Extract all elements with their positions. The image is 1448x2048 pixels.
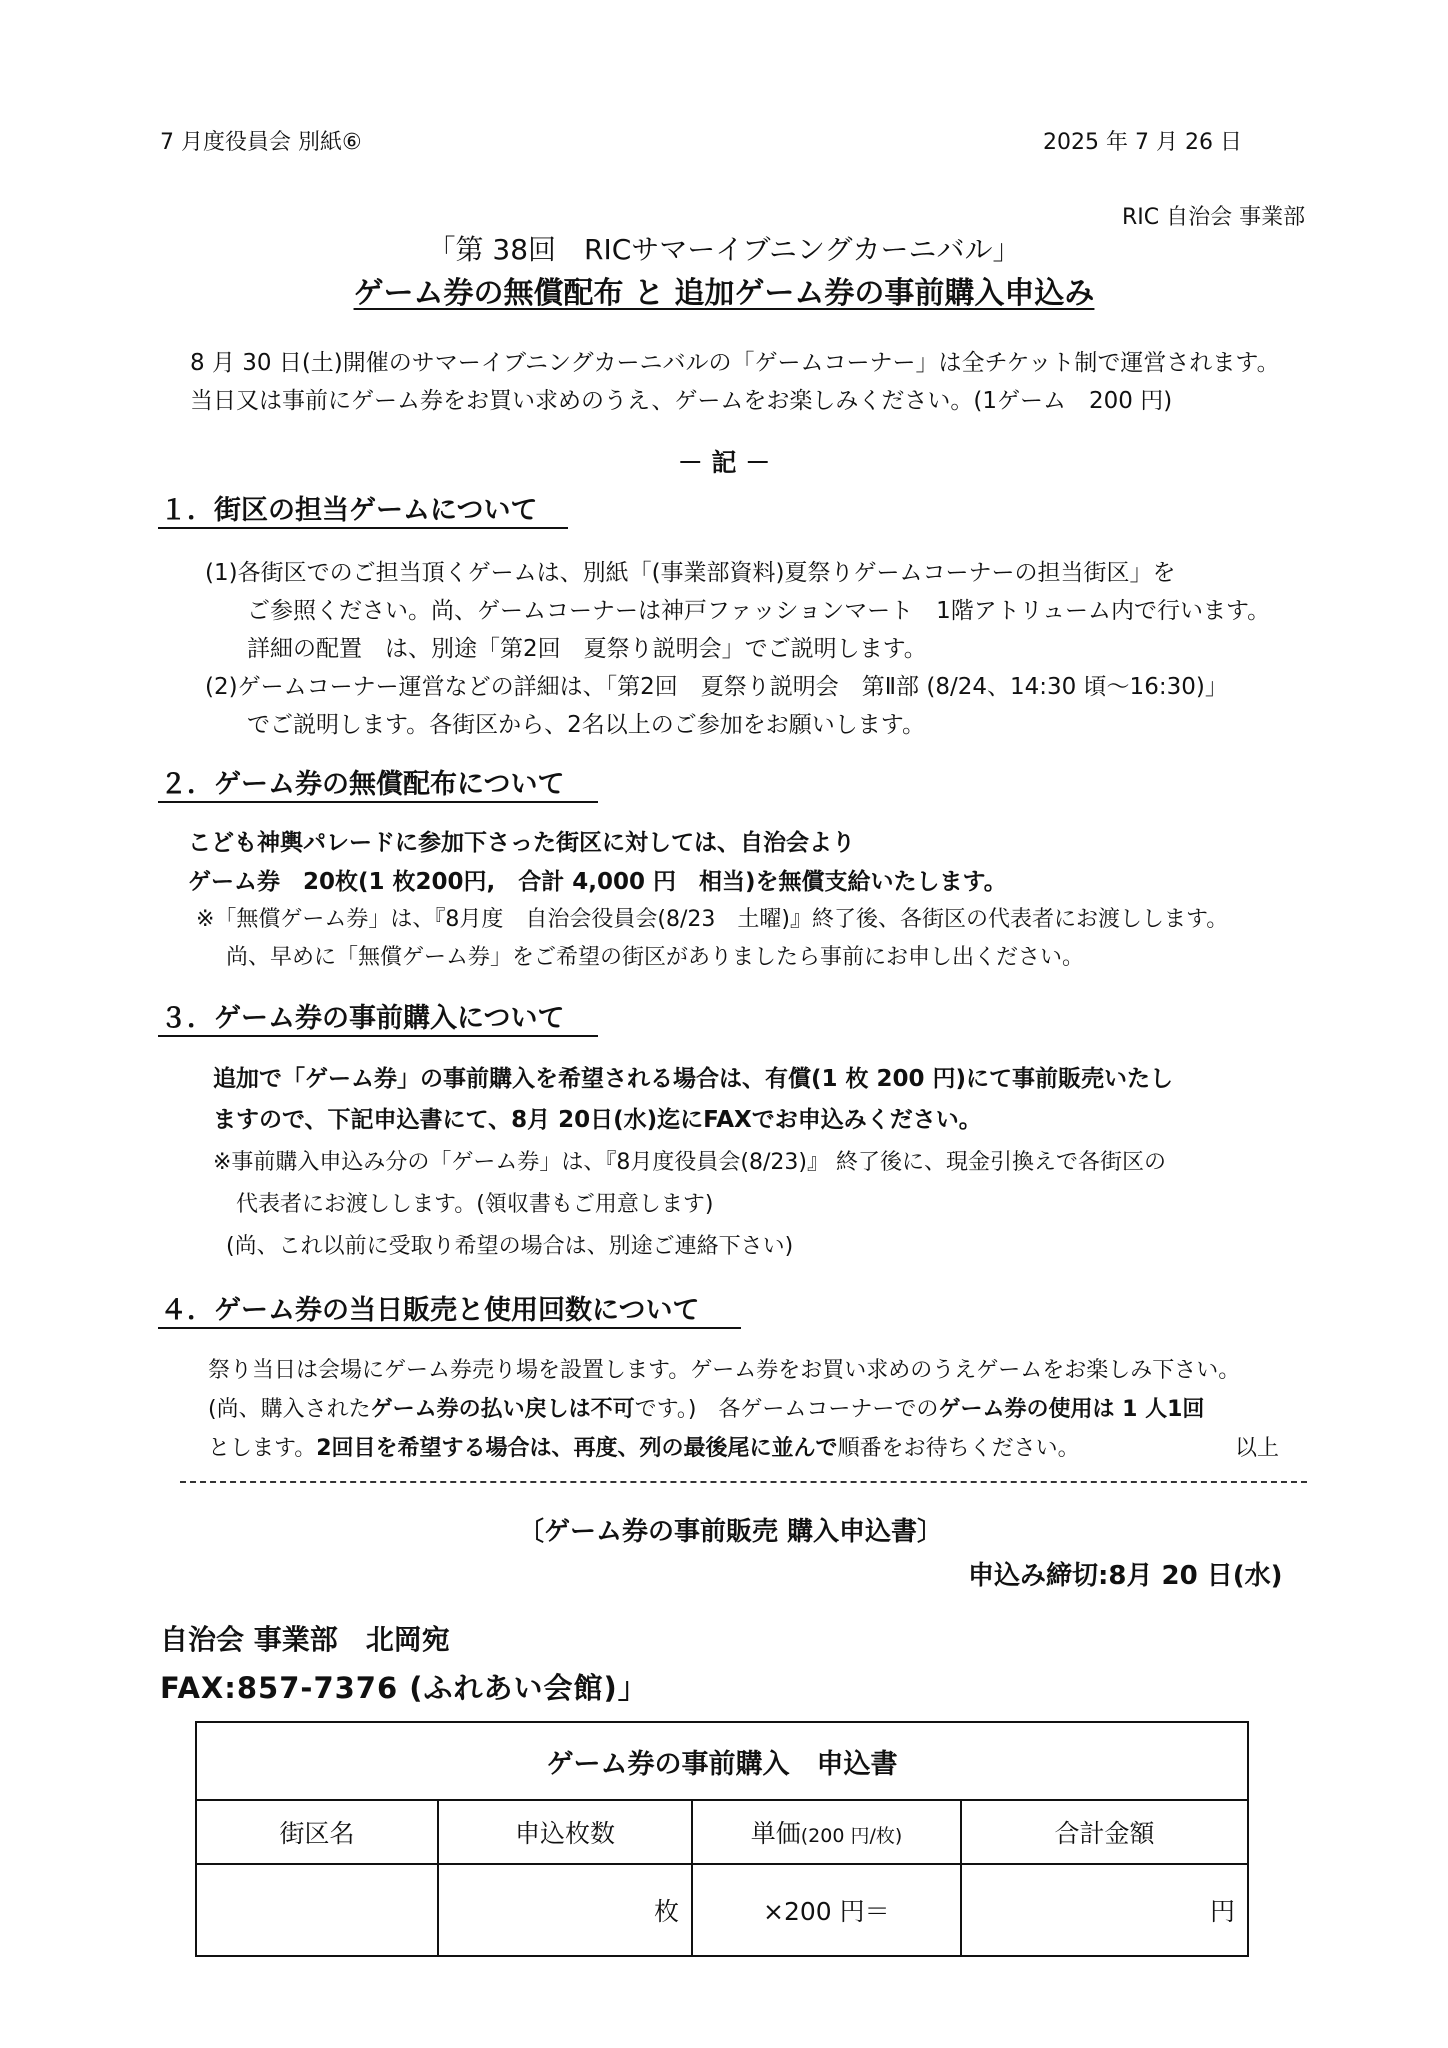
section-1-underline	[158, 527, 568, 529]
section-2-line: こども神輿パレードに参加下さった街区に対しては、自治会より	[188, 830, 855, 856]
table-title-row	[196, 1722, 1248, 1800]
table-row	[196, 1864, 1248, 1956]
section-4-underline	[158, 1327, 741, 1329]
section-4-line-2	[208, 1392, 1204, 1423]
section-4-line-3	[208, 1431, 1080, 1462]
text-segment: 順番をお待ちください。	[837, 1436, 1080, 1461]
section-3-line: 追加で「ゲーム券」の事前購入を希望される場合は、有償(1 枚 200 円)にて事前販売いたし	[213, 1066, 1174, 1092]
col-quantity-header: 申込枚数	[438, 1800, 692, 1864]
section-2-line: ※「無償ゲーム券」は、『8月度 自治会役員会(8/23 土曜)』終了後、各街区の代表者にお渡しします。	[196, 907, 1229, 932]
unit-price-note: (200 円/枚)	[800, 1825, 903, 1847]
section-1-line: ご参照ください。尚、ゲームコーナーは神戸ファッションマート 1階アトリューム内で行います。	[247, 598, 1271, 624]
quantity-cell[interactable]	[438, 1864, 692, 1956]
col-unit-price-header	[692, 1800, 961, 1864]
ki-heading: － 記 －	[677, 448, 771, 477]
section-3-title: ３．ゲーム券の事前購入について	[160, 1003, 565, 1034]
section-2-line: 尚、早めに「無償ゲーム券」をご希望の街区がありましたら事前にお申し出ください。	[226, 945, 1085, 970]
intro-line-2: 当日又は事前にゲーム券をお買い求めのうえ、ゲームをお楽しみください。(1ゲーム 200 円)	[190, 388, 1173, 414]
col-total-header: 合計金額	[961, 1800, 1248, 1864]
section-3-line: ※事前購入申込み分の「ゲーム券」は、『8月度役員会(8/23)』 終了後に、現金引換えで各街区の	[213, 1150, 1166, 1175]
document-date: 2025 年 7 月 26 日	[1043, 130, 1242, 155]
form-recipient: 自治会 事業部 北岡宛	[160, 1623, 450, 1656]
second-play-emphasis: 2回目を希望する場合は、再度、列の最後尾に並んで	[316, 1436, 838, 1461]
form-heading: 〔ゲーム券の事前販売 購入申込書〕	[518, 1517, 944, 1547]
section-1-title: １．街区の担当ゲームについて	[160, 495, 538, 526]
form-fax: FAX:857-7376 (ふれあい会館)」	[160, 1671, 648, 1705]
district-name-cell[interactable]	[196, 1864, 438, 1956]
section-3-line: 代表者にお渡しします。(領収書もご用意します)	[236, 1192, 714, 1217]
cut-line	[180, 1481, 1307, 1483]
unit-price-cell: ×200 円＝	[692, 1864, 961, 1956]
order-form-table	[195, 1721, 1249, 1957]
yen-unit: 円	[1209, 1897, 1235, 1926]
no-refund-emphasis: ゲーム券の払い戻しは不可	[370, 1397, 635, 1422]
section-1-line: (2)ゲームコーナー運営などの詳細は、「第2回 夏祭り説明会 第Ⅱ部 (8/24、14:30 頃～16:30)」	[205, 674, 1228, 700]
document-title: ゲーム券の無償配布 と 追加ゲーム券の事前購入申込み	[353, 276, 1095, 311]
section-2-title: ２．ゲーム券の無償配布について	[160, 769, 565, 800]
intro-line-1: 8 月 30 日(土)開催のサマーイブニングカーニバルの「ゲームコーナー」は全チケット制で運営されます。	[190, 350, 1280, 376]
department-name: RIC 自治会 事業部	[1122, 205, 1306, 230]
section-2-underline	[158, 801, 598, 803]
section-3-line: (尚、これ以前に受取り希望の場合は、別途ご連絡下さい)	[226, 1234, 794, 1259]
section-4-line-1: 祭り当日は会場にゲーム券売り場を設置します。ゲーム券をお買い求めのうえゲームをお楽しみ下さい。	[208, 1358, 1241, 1383]
form-deadline: 申込み締切:8月 20 日(水)	[968, 1561, 1283, 1591]
section-1-line: でご説明します。各街区から、2名以上のご参加をお願いします。	[247, 712, 925, 738]
section-3-line: ますので、下記申込書にて、8月 20日(水)迄にFAXでお申込みください。	[213, 1107, 982, 1133]
section-3-underline	[158, 1035, 598, 1037]
section-1-line: 詳細の配置 は、別途「第2回 夏祭り説明会」でご説明します。	[247, 636, 927, 662]
sheets-unit: 枚	[653, 1897, 679, 1926]
table-title: ゲーム券の事前購入 申込書	[196, 1722, 1248, 1800]
text-segment: (尚、購入された	[208, 1397, 371, 1422]
table-header-row	[196, 1800, 1248, 1864]
ijo-closing: 以上	[1235, 1436, 1280, 1461]
unit-price-label: 単価	[750, 1819, 801, 1848]
text-segment: とします。	[208, 1436, 317, 1461]
doc-reference: 7 月度役員会 別紙⑥	[160, 130, 362, 155]
total-amount-cell[interactable]	[961, 1864, 1248, 1956]
section-2-line: ゲーム券 20枚(1 枚200円, 合計 4,000 円 相当)を無償支給いたします。	[188, 869, 1007, 895]
text-segment: です。) 各ゲームコーナーでの	[634, 1397, 939, 1422]
section-1-line: (1)各街区でのご担当頂くゲームは、別紙「(事業部資料)夏祭りゲームコーナーの担当街区」を	[205, 560, 1176, 586]
usage-emphasis: ゲーム券の使用	[938, 1397, 1093, 1422]
section-4-title: ４．ゲーム券の当日販売と使用回数について	[160, 1295, 700, 1326]
usage-limit-emphasis: は 1 人1回	[1092, 1397, 1205, 1422]
event-title: 「第 38回 RICサマーイブニングカーニバル」	[427, 233, 1021, 266]
col-district-header: 街区名	[196, 1800, 438, 1864]
